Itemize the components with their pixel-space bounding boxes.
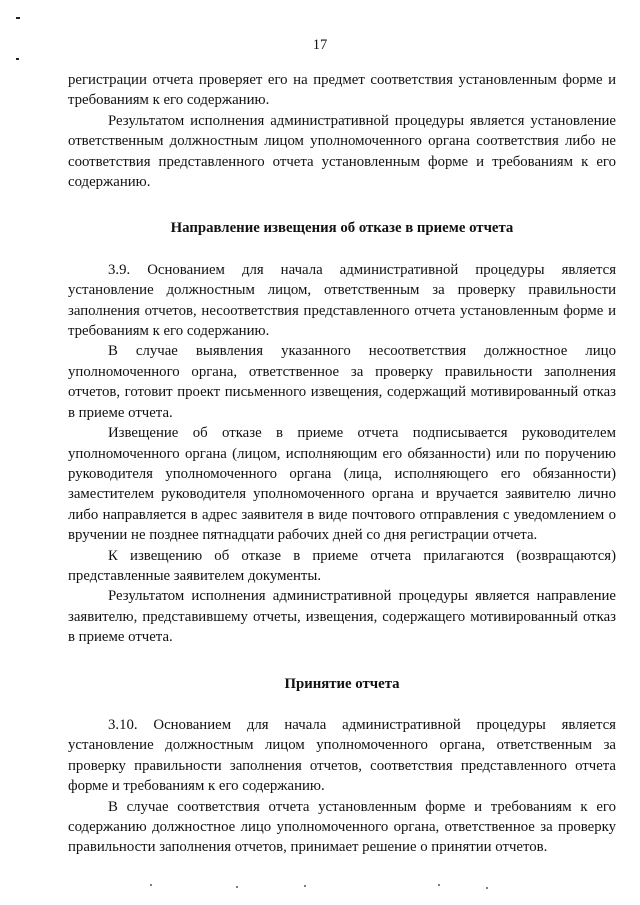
- paragraph: К извещению об отказе в приеме отчета прилагаются (возвращаются) представленные заявителем документы.: [68, 547, 616, 584]
- paragraph: 3.9. Основанием для начала административной процедуры является установление должностным лицом, ответственным за проверку правильности заполнения отчетов, несоответствия представленного отчета установленным форме и требованиям к его содержанию.: [68, 261, 616, 340]
- page-number: 17: [312, 37, 328, 53]
- paragraph: Результатом исполнения административной процедуры является направление заявителю, представившему отчеты, извещения, содержащего мотивированный отказ в приеме отчета.: [68, 588, 616, 646]
- scan-dot: [150, 884, 152, 886]
- scan-dot: [236, 886, 238, 888]
- paragraph: Извещение об отказе в приеме отчета подписывается руководителем уполномоченного органа (лицом, исполняющим его обязанности) или по поручению руководителя уполномоченного органа (лица, исполняющего его обязанности) заместителем руководителя уполномоченного органа и вручается заявителю лично либо направляется в адрес заявителя в виде почтового отправления с уведомлением о вручении не позднее пятнадцати рабочих дней со дня регистрации отчета.: [68, 425, 616, 544]
- paragraph: 3.10. Основанием для начала административной процедуры является установление должностным лицом уполномоченного органа, ответственным за проверку правильности заполнения отчетов, соответствия представленного отчета форме и требованиям к его содержанию.: [68, 716, 616, 795]
- document-body: [68, 70, 616, 858]
- paragraph: регистрации отчета проверяет его на предмет соответствия установленным форме и требованиям к его содержанию.: [68, 72, 616, 109]
- section-heading: Направление извещения об отказе в приеме отчета: [170, 220, 514, 237]
- scan-dot: [486, 887, 488, 889]
- scan-mark: [16, 17, 20, 19]
- paragraph: В случае выявления указанного несоответствия должностное лицо уполномоченного органа, ответственное за проверку правильности заполнения отчетов, готовит проект письменного извещения, содержащий мотивированный отказ в приеме отчета.: [68, 343, 616, 421]
- scan-mark: [16, 58, 19, 60]
- scan-dot: [304, 885, 306, 887]
- section-heading: Принятие отчета: [284, 675, 400, 692]
- scan-dot: [438, 884, 440, 886]
- paragraph: Результатом исполнения административной процедуры является установление ответственным должностным лицом уполномоченного органа соответствия либо не соответствия представленного отчета установленным форме и требованиям к его содержанию.: [68, 112, 616, 191]
- paragraph: В случае соответствия отчета установленным форме и требованиям к его содержанию должностное лицо уполномоченного органа, ответственное за проверку правильности заполнения отчетов, принимает решение о принятии отчетов.: [68, 798, 616, 856]
